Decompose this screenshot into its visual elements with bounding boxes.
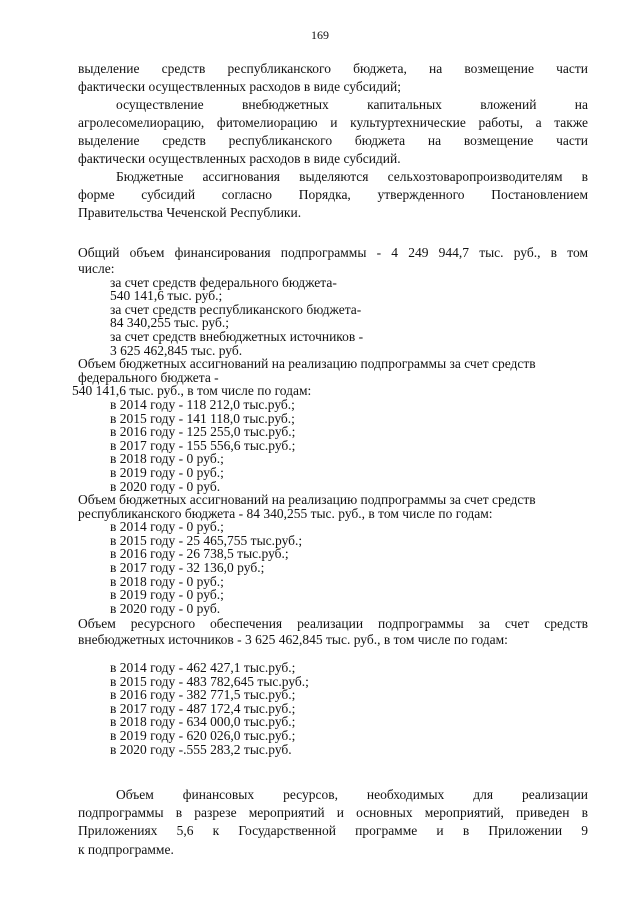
year-row: в 2017 году - 155 556,6 тыс.руб.; <box>110 437 296 453</box>
source-label: за счет средств республиканского бюджета- <box>110 301 362 317</box>
year-row: в 2016 году - 382 771,5 тыс.руб.; <box>110 687 296 703</box>
section-heading: внебюджетных источников - 3 625 462,845 тыс. руб., в том числе по годам: <box>78 632 508 648</box>
section-heading: республиканского бюджета - 84 340,255 тыс. руб., в том числе по годам: <box>78 505 493 521</box>
section-heading: Объем ресурсного обеспечения реализации подпрограммы за счет средств <box>78 616 588 632</box>
document-body <box>72 60 588 860</box>
source-label: за счет средств федерального бюджета- <box>110 274 337 290</box>
text-line: агролесомелиорацию, фитомелиорацию и культуртехнические работы, а также <box>78 115 588 130</box>
source-value: 3 625 462,845 тыс. руб. <box>110 342 243 358</box>
year-row: в 2020 году -.555 283,2 тыс.руб. <box>110 741 292 757</box>
closing-line: Объем финансовых ресурсов, необходимых для реализации <box>116 787 588 803</box>
federal-years-list <box>78 398 588 493</box>
closing-line: Приложениях 5,6 к Государственной программе и в Приложении 9 <box>78 823 588 839</box>
text-line: выделение средств республиканского бюджета на возмещение части <box>78 133 588 148</box>
year-row: в 2019 году - 620 026,0 тыс.руб.; <box>110 728 296 743</box>
section-heading: Объем бюджетных ассигнований на реализацию подпрограммы за счет средств <box>78 492 536 508</box>
text-line: выделение средств республиканского бюджета, на возмещение части <box>78 61 588 76</box>
year-row: в 2019 году - 0 руб.; <box>110 464 224 480</box>
page-number: 169 <box>311 28 329 42</box>
total-funding-line: Общий объем финансирования подпрограммы - 4 249 944,7 тыс. руб., в том <box>78 245 588 260</box>
text-line: осуществление внебюджетных капитальных вложений на <box>116 97 588 112</box>
total-funding-line: числе: <box>78 261 115 276</box>
text-line: Правительства Чеченской Республики. <box>78 205 302 220</box>
source-value: 540 141,6 тыс. руб.; <box>110 288 223 304</box>
year-row: в 2018 году - 0 руб.; <box>110 573 224 589</box>
year-row: в 2017 году - 487 172,4 тыс.руб.; <box>110 700 296 716</box>
section-heading: федерального бюджета - <box>78 369 219 385</box>
year-row: в 2016 году - 125 255,0 тыс.руб.; <box>110 424 296 440</box>
year-row: в 2020 году - 0 руб. <box>110 600 221 616</box>
year-row: в 2015 году - 25 465,755 тыс.руб.; <box>110 532 303 548</box>
section-heading: 540 141,6 тыс. руб., в том числе по годам: <box>72 383 312 399</box>
text-line: форме субсидий согласно Порядка, утвержденного Постановлением <box>78 187 588 202</box>
year-row: в 2016 году - 26 738,5 тыс.руб.; <box>110 546 289 562</box>
year-row: в 2018 году - 0 руб.; <box>110 451 224 467</box>
year-row: в 2019 году - 0 руб.; <box>110 587 224 603</box>
year-row: в 2018 году - 634 000,0 тыс.руб.; <box>110 714 296 730</box>
source-value: 84 340,255 тыс. руб.; <box>110 315 229 331</box>
closing-line: подпрограммы в разрезе мероприятий и основных мероприятий, приведен в <box>78 805 588 821</box>
year-row: в 2014 году - 118 212,0 тыс.руб.; <box>110 396 295 412</box>
text-line: фактически осуществленных расходов в виде субсидий; <box>78 79 401 94</box>
year-row: в 2014 году - 0 руб.; <box>110 519 224 535</box>
source-label: за счет средств внебюджетных источников - <box>110 328 364 344</box>
year-row: в 2015 году - 483 782,645 тыс.руб.; <box>110 673 309 689</box>
year-row: в 2020 году - 0 руб. <box>110 478 221 494</box>
year-row: в 2014 году - 462 427,1 тыс.руб.; <box>110 660 296 676</box>
republican-years-list <box>78 520 588 615</box>
section-heading: Объем бюджетных ассигнований на реализацию подпрограммы за счет средств <box>78 356 536 372</box>
extrabudgetary-years-list <box>78 661 588 756</box>
closing-line: к подпрограмме. <box>78 842 174 858</box>
year-row: в 2017 году - 32 136,0 руб.; <box>110 560 265 576</box>
text-line: фактически осуществленных расходов в виде субсидий. <box>78 151 401 166</box>
text-line: Бюджетные ассигнования выделяются сельхозтоваропроизводителям в <box>116 169 588 184</box>
year-row: в 2015 году - 141 118,0 тыс.руб.; <box>110 410 295 426</box>
